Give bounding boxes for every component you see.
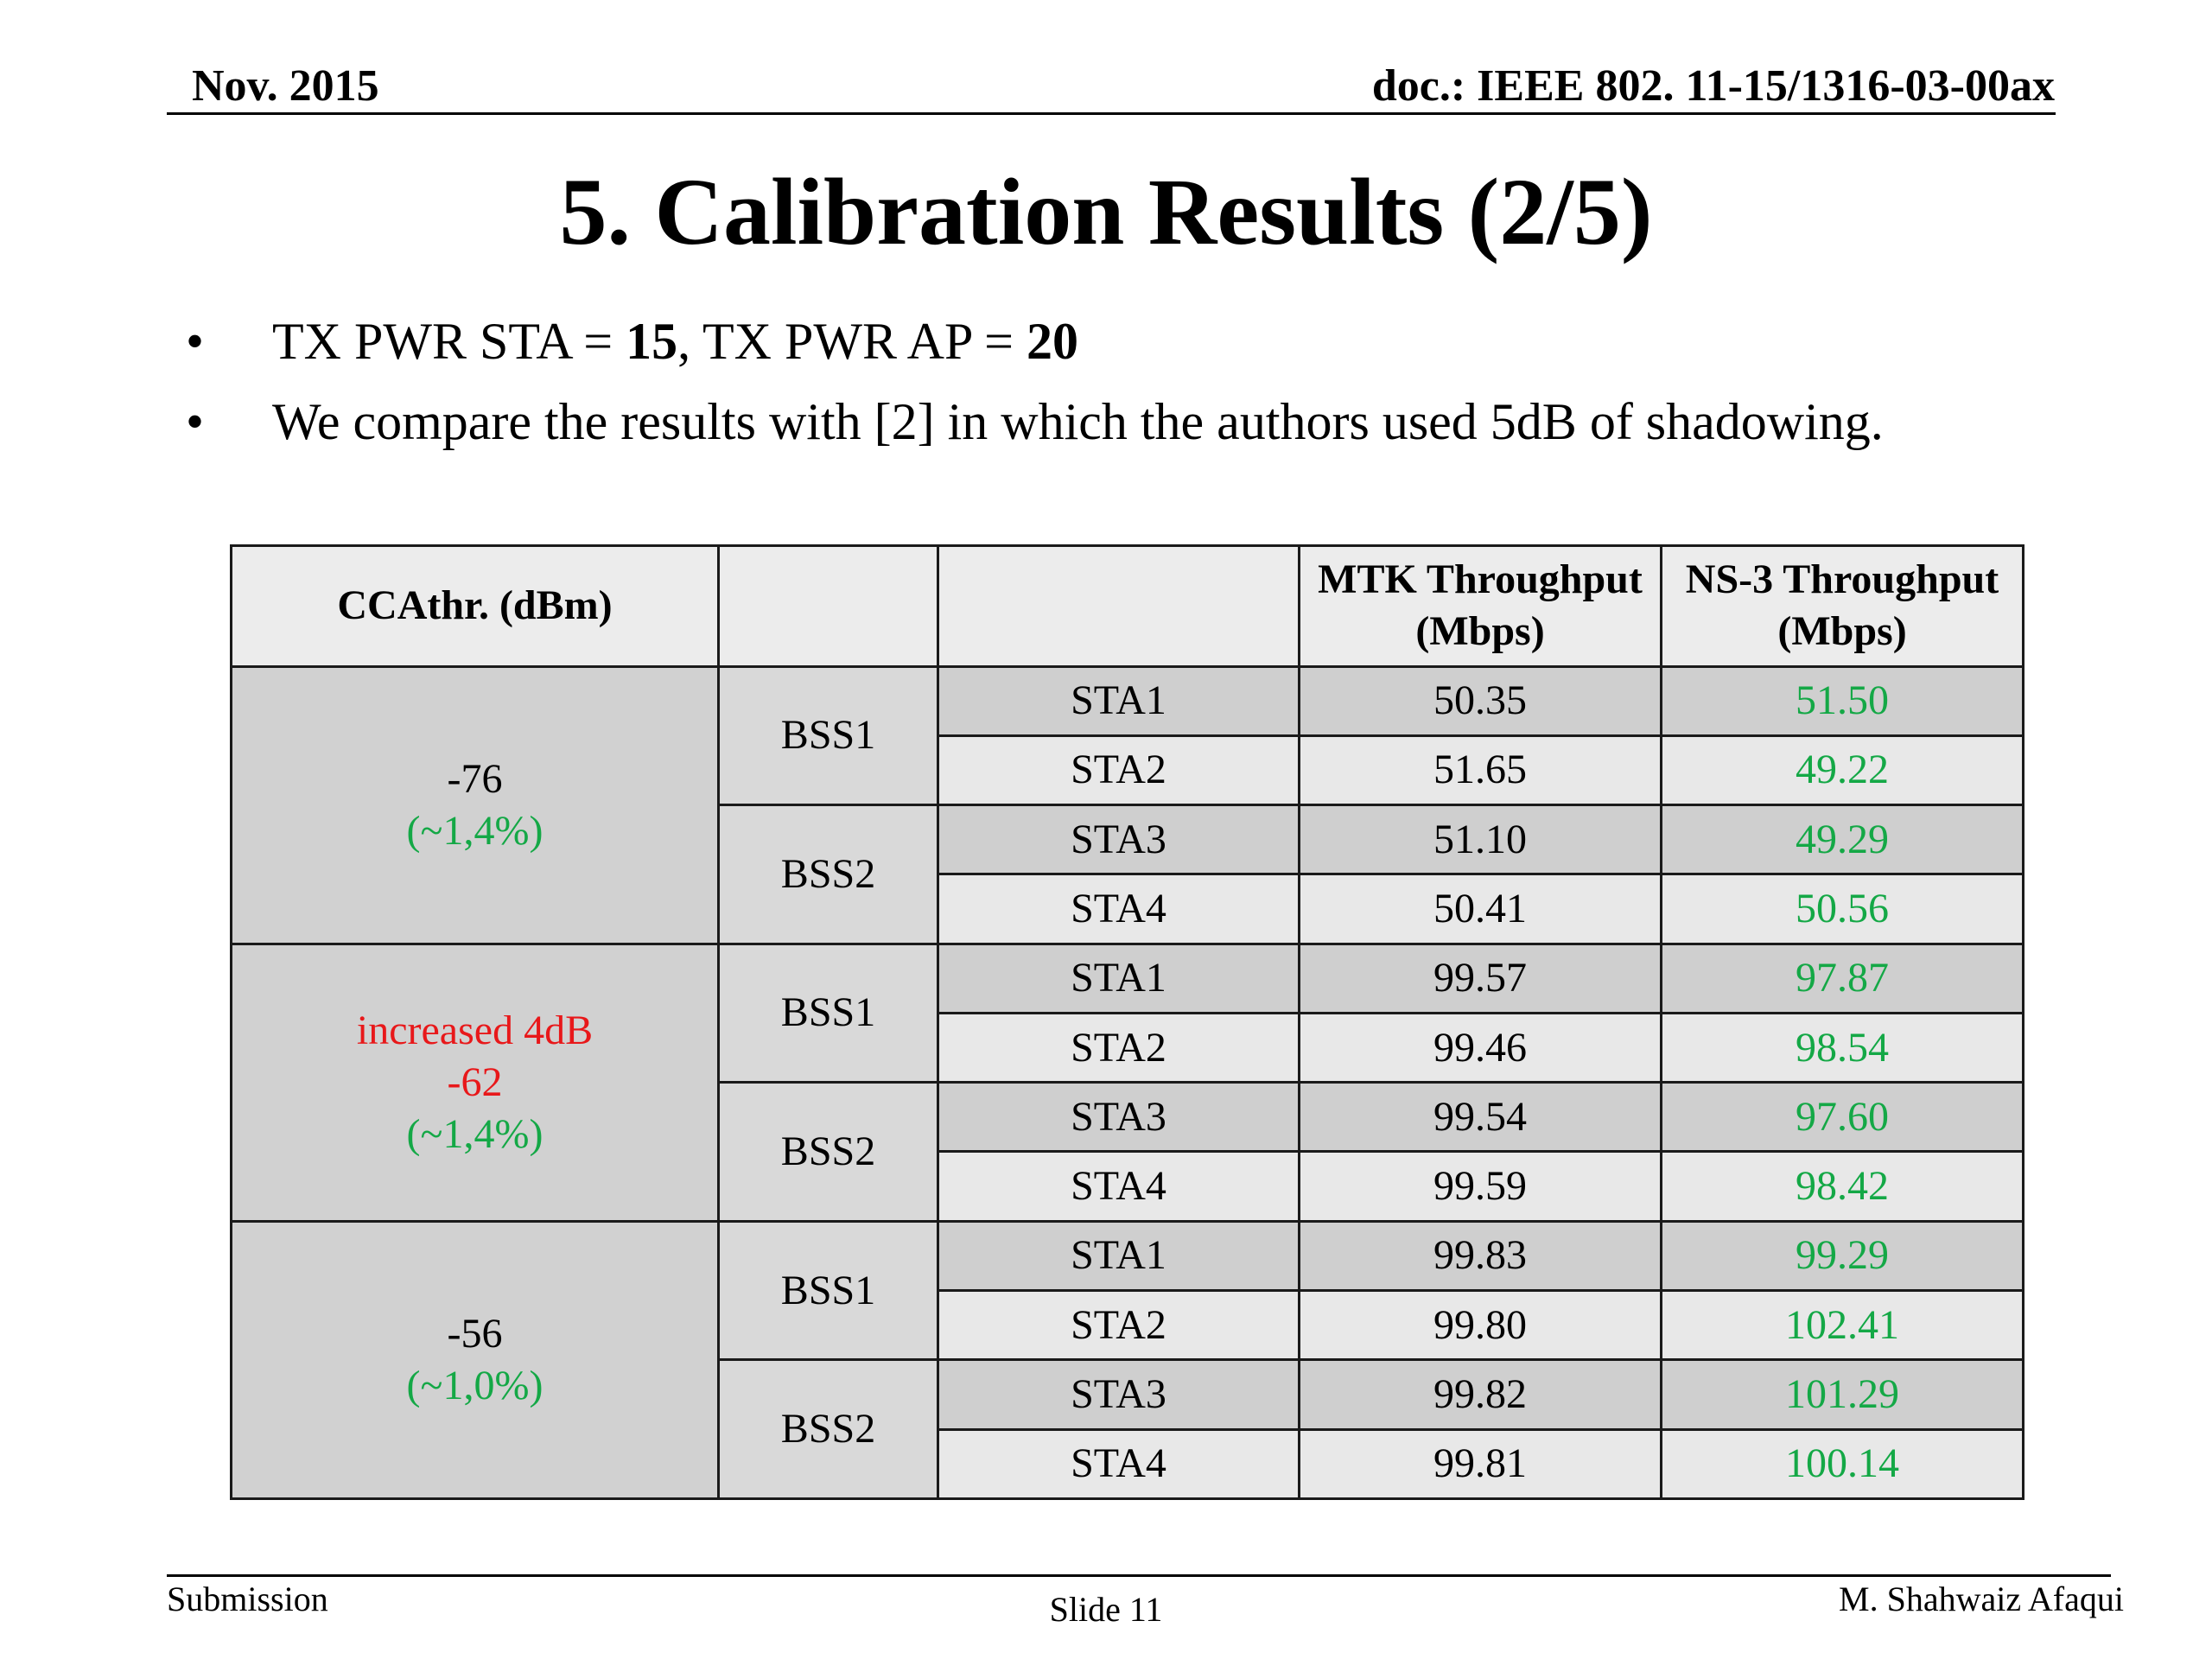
bullet-text-bold: 15: [626, 313, 678, 370]
mtk-throughput-cell: 51.65: [1300, 735, 1662, 804]
ns3-throughput-cell: 101.29: [1662, 1360, 2024, 1429]
calibration-results-table: [230, 544, 2024, 1500]
bullet-marker: •: [186, 313, 205, 370]
station-cell: STA3: [938, 1083, 1300, 1152]
mtk-throughput-cell: 50.41: [1300, 874, 1662, 944]
table-row: [232, 1221, 2024, 1290]
header-mtk-throughput: [1300, 546, 1662, 667]
header-date: Nov. 2015: [192, 61, 379, 111]
bss-cell: BSS2: [719, 1083, 938, 1222]
mtk-throughput-cell: 99.57: [1300, 944, 1662, 1013]
header-divider: [167, 112, 2056, 115]
footer-slide-number: Slide 11: [1049, 1590, 1163, 1629]
bss-cell: BSS2: [719, 1360, 938, 1499]
station-cell: STA1: [938, 1221, 1300, 1290]
bullet-text-bold: 20: [1027, 313, 1078, 370]
ns3-throughput-cell: 49.22: [1662, 735, 2024, 804]
mtk-throughput-cell: 99.80: [1300, 1291, 1662, 1360]
ns3-throughput-cell: 97.87: [1662, 944, 2024, 1013]
ns3-throughput-cell: 100.14: [1662, 1429, 2024, 1498]
mtk-throughput-cell: 50.35: [1300, 666, 1662, 735]
cca-note: increased 4dB: [356, 1007, 594, 1053]
station-cell: STA1: [938, 666, 1300, 735]
station-cell: STA2: [938, 735, 1300, 804]
bullet-text-part: , TX PWR AP =: [677, 313, 1027, 370]
header-text: MTK Throughput: [1318, 556, 1643, 603]
cca-threshold-cell: [232, 666, 719, 944]
cca-percent: (~1,0%): [406, 1362, 543, 1408]
cca-value: -62: [447, 1058, 503, 1105]
header-station: [938, 546, 1300, 667]
header-text: (Mbps): [1415, 608, 1545, 655]
mtk-throughput-cell: 51.10: [1300, 805, 1662, 874]
bullet-marker: •: [186, 393, 205, 450]
header-bss: [719, 546, 938, 667]
mtk-throughput-cell: 99.59: [1300, 1152, 1662, 1221]
bss-cell: BSS1: [719, 944, 938, 1083]
table-row: [232, 944, 2024, 1013]
ns3-throughput-cell: 102.41: [1662, 1291, 2024, 1360]
bullet-text: [272, 311, 1078, 372]
cca-percent: (~1,4%): [406, 1110, 543, 1157]
ns3-throughput-cell: 98.54: [1662, 1013, 2024, 1082]
ns3-throughput-cell: 98.42: [1662, 1152, 2024, 1221]
header-text: (Mbps): [1777, 608, 1907, 655]
station-cell: STA4: [938, 1429, 1300, 1498]
mtk-throughput-cell: 99.46: [1300, 1013, 1662, 1082]
cca-percent: (~1,4%): [406, 807, 543, 854]
ns3-throughput-cell: 99.29: [1662, 1221, 2024, 1290]
slide-title: 5. Calibration Results (2/5): [559, 159, 1653, 264]
mtk-throughput-cell: 99.81: [1300, 1429, 1662, 1498]
cca-threshold-cell: [232, 1221, 719, 1498]
bss-cell: BSS1: [719, 1221, 938, 1360]
mtk-throughput-cell: 99.83: [1300, 1221, 1662, 1290]
bullet-text: We compare the results with [2] in which the authors used 5dB of shadowing.: [272, 393, 1884, 450]
table-header-row: [232, 546, 2024, 667]
table-row: [232, 666, 2024, 735]
header-cca-threshold: CCAthr. (dBm): [232, 546, 719, 667]
station-cell: STA4: [938, 1152, 1300, 1221]
header-doc-id: doc.: IEEE 802. 11-15/1316-03-00ax: [1371, 61, 2055, 111]
bss-cell: BSS2: [719, 805, 938, 944]
ns3-throughput-cell: 97.60: [1662, 1083, 2024, 1152]
footer-submission: Submission: [167, 1580, 328, 1618]
bss-cell: BSS1: [719, 666, 938, 805]
mtk-throughput-cell: 99.82: [1300, 1360, 1662, 1429]
station-cell: STA1: [938, 944, 1300, 1013]
station-cell: STA2: [938, 1291, 1300, 1360]
station-cell: STA2: [938, 1013, 1300, 1082]
cca-threshold-cell: [232, 944, 719, 1221]
ns3-throughput-cell: 50.56: [1662, 874, 2024, 944]
mtk-throughput-cell: 99.54: [1300, 1083, 1662, 1152]
bullet-text-part: TX PWR STA =: [272, 313, 626, 370]
station-cell: STA4: [938, 874, 1300, 944]
footer-author: M. Shahwaiz Afaqui: [1839, 1580, 2124, 1618]
station-cell: STA3: [938, 1360, 1300, 1429]
ns3-throughput-cell: 51.50: [1662, 666, 2024, 735]
ns3-throughput-cell: 49.29: [1662, 805, 2024, 874]
footer-divider: [167, 1574, 2111, 1577]
cca-value: -56: [447, 1310, 503, 1357]
header-ns3-throughput: [1662, 546, 2024, 667]
station-cell: STA3: [938, 805, 1300, 874]
cca-value: -76: [447, 755, 503, 802]
header-text: NS-3 Throughput: [1685, 556, 1999, 603]
